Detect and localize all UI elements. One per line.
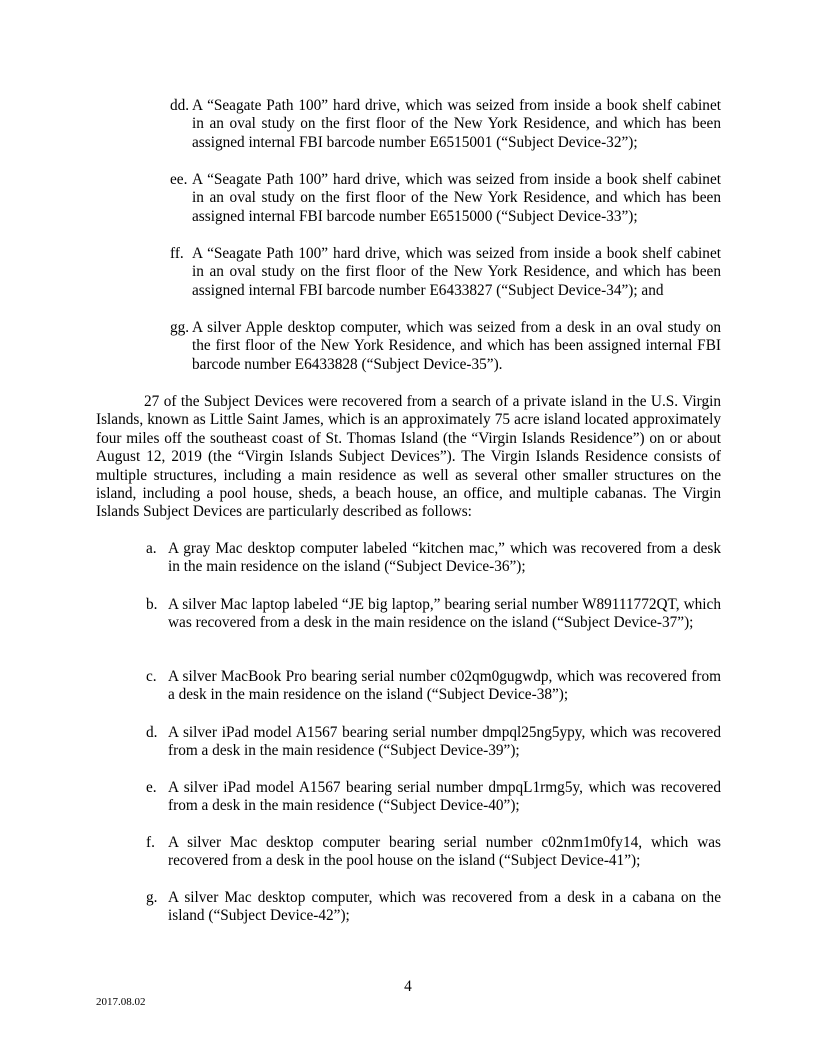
list-item-text: A silver MacBook Pro bearing serial number c02qm0gugwdp, which was recovered from a desk in the main residence on the island (“Subject Device-38”);	[168, 668, 721, 704]
list-item-text: A silver Mac desktop computer bearing serial number c02nm1m0fy14, which was recovered from a desk in the pool house on the island (“Subject Device-41”);	[168, 834, 721, 870]
footer-date: 2017.08.02	[96, 996, 146, 1008]
list-marker: ee.	[170, 171, 188, 188]
list-marker: gg.	[170, 319, 190, 336]
list-item-text: A “Seagate Path 100” hard drive, which was seized from inside a book shelf cabinet in an oval study on the first floor of the New York Residence, and which has been assigned internal FBI barcode number E6515000 (“Subject Device-33”);	[192, 171, 721, 225]
list-item-text: A “Seagate Path 100” hard drive, which was seized from inside a book shelf cabinet in an oval study on the first floor of the New York Residence, and which has been assigned internal FBI barcode number E6515001 (“Subject Device-32”);	[192, 97, 721, 151]
list-item-g	[146, 889, 721, 926]
list-item-text: A “Seagate Path 100” hard drive, which was seized from inside a book shelf cabinet in an oval study on the first floor of the New York Residence, and which has been assigned internal FBI barcode number E6433827 (“Subject Device-34”); and	[192, 245, 721, 299]
list-item-text: A silver Apple desktop computer, which was seized from a desk in an oval study on the first floor of the New York Residence, and which has been assigned internal FBI barcode number E6433828 (“Subject Device-35”).	[192, 319, 721, 373]
list-item-ee	[170, 171, 721, 226]
list-marker: b.	[146, 596, 158, 613]
list-marker: ff.	[170, 245, 184, 262]
list-item-a	[146, 540, 721, 577]
list-item-text: A silver Mac laptop labeled “JE big laptop,” bearing serial number W89111772QT, which was recovered from a desk in the main residence on the island (“Subject Device-37”);	[168, 596, 721, 632]
list-marker: f.	[146, 834, 155, 851]
list-item-c	[146, 668, 721, 705]
list-marker: a.	[146, 540, 157, 557]
list-item-gg	[170, 319, 721, 374]
page-number: 4	[404, 978, 412, 995]
list-item-f	[146, 834, 721, 871]
list-item-e	[146, 779, 721, 816]
list-marker: g.	[146, 889, 158, 906]
list-marker: d.	[146, 724, 158, 741]
list-item-d	[146, 724, 721, 761]
list-item-text: A gray Mac desktop computer labeled “kitchen mac,” which was recovered from a desk in the main residence on the island (“Subject Device-36”);	[168, 540, 721, 576]
list-item-ff	[170, 245, 721, 300]
list-item-text: A silver iPad model A1567 bearing serial number dmpqL1rmg5y, which was recovered from a desk in the main residence (“Subject Device-40”);	[168, 779, 721, 815]
list-marker: dd.	[170, 97, 190, 114]
list-item-dd	[170, 97, 721, 152]
list-marker: e.	[146, 779, 157, 796]
list-item-text: A silver Mac desktop computer, which was recovered from a desk in a cabana on the island (“Subject Device-42”);	[168, 889, 721, 925]
list-item-text: A silver iPad model A1567 bearing serial number dmpql25ng5ypy, which was recovered from a desk in the main residence (“Subject Device-39”);	[168, 724, 721, 760]
list-item-b	[146, 596, 721, 633]
list-marker: c.	[146, 668, 157, 685]
body-paragraph: 27 of the Subject Devices were recovered from a search of a private island in the U.S. Virgin Islands, known as Little Saint James, which is an approximately 75 acre island located approximately four miles off the southeast coast of St. Thomas Island (the “Virgin Islands Residence”) on or about August 12, 2019 (the “Virgin Islands Subject Devices”). The Virgin Islands Residence consists of multiple structures, including a main residence as well as several other smaller structures on the island, including a pool house, sheds, a beach house, an office, and multiple cabanas. The Virgin Islands Subject Devices are particularly described as follows:	[96, 393, 721, 521]
